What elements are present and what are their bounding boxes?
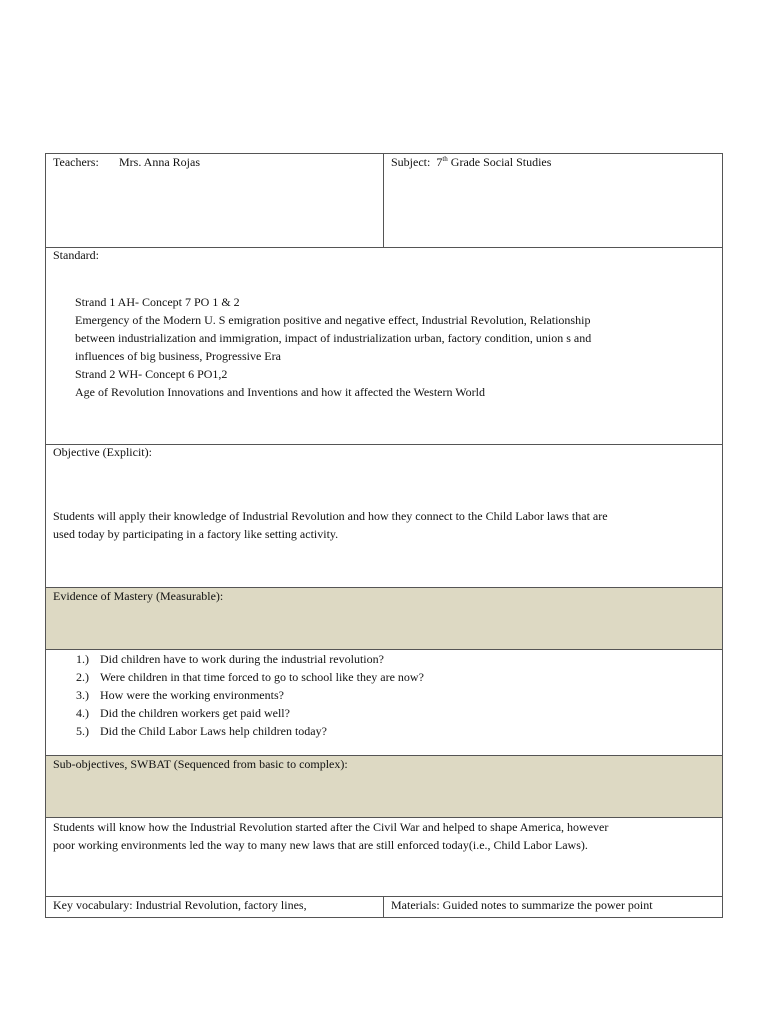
list-item-text: Did children have to work during the industrial revolution? — [100, 652, 384, 666]
standard-line: influences of big business, Progressive Era — [75, 349, 281, 363]
standard-line: Strand 1 AH- Concept 7 PO 1 & 2 — [75, 295, 240, 309]
list-item-number: 1.) — [76, 652, 89, 666]
standard-line: Age of Revolution Innovations and Inventions and how it affected the Western World — [75, 385, 485, 399]
objective-line: used today by participating in a factory like setting activity. — [53, 527, 339, 541]
teachers-value: Mrs. Anna Rojas — [119, 155, 200, 169]
materials-cell — [383, 896, 723, 918]
subobjectives-text-cell — [45, 817, 723, 897]
objective-line: Students will apply their knowledge of Industrial Revolution and how they connect to the Child Labor laws that are — [53, 509, 608, 523]
objective-label: Objective (Explicit): — [53, 445, 152, 459]
list-item — [76, 650, 424, 668]
vocab-cell — [45, 896, 384, 918]
standard-text — [75, 293, 591, 401]
list-item-text: Were children in that time forced to go to school like they are now? — [100, 670, 424, 684]
subject-line — [391, 155, 551, 170]
objective-text — [53, 507, 608, 543]
subobjectives-line: Students will know how the Industrial Revolution started after the Civil War and helped to shape America, however — [53, 820, 609, 834]
subject-cell — [383, 153, 723, 248]
list-item — [76, 668, 424, 686]
evidence-list — [76, 650, 424, 740]
teachers-label: Teachers: — [53, 155, 99, 169]
list-item — [76, 722, 424, 740]
subject-grade-suffix: th — [442, 155, 448, 163]
evidence-header-cell — [45, 587, 723, 650]
evidence-list-cell — [45, 649, 723, 756]
standard-line: between industrialization and immigration, impact of industrialization urban, factory condition, union s and — [75, 331, 592, 345]
list-item-text: How were the working environments? — [100, 688, 284, 702]
subobjectives-line: poor working environments led the way to many new laws that are still enforced today(i.e., Child Labor Laws). — [53, 838, 588, 852]
objective-cell — [45, 444, 723, 588]
list-item-number: 5.) — [76, 724, 89, 738]
standard-cell — [45, 247, 723, 445]
subject-label: Subject: — [391, 155, 431, 169]
subject-grade: 7 — [436, 155, 443, 169]
vocab-text: Key vocabulary: Industrial Revolution, factory lines, — [53, 898, 307, 912]
standard-label: Standard: — [53, 248, 99, 262]
list-item — [76, 686, 424, 704]
standard-line: Emergency of the Modern U. S emigration positive and negative effect, Industrial Revolution, Relationship — [75, 313, 591, 327]
subobjectives-label: Sub-objectives, SWBAT (Sequenced from basic to complex): — [53, 757, 348, 771]
materials-text: Materials: Guided notes to summarize the power point — [391, 898, 653, 912]
standard-line: Strand 2 WH- Concept 6 PO1,2 — [75, 367, 228, 381]
evidence-label: Evidence of Mastery (Measurable): — [53, 589, 224, 603]
list-item — [76, 704, 424, 722]
subobjectives-header-cell — [45, 755, 723, 818]
subobjectives-text — [53, 818, 608, 854]
subject-value: Grade Social Studies — [450, 155, 552, 169]
list-item-number: 3.) — [76, 688, 89, 702]
teachers-cell — [45, 153, 384, 248]
list-item-number: 4.) — [76, 706, 89, 720]
list-item-text: Did the children workers get paid well? — [100, 706, 290, 720]
list-item-text: Did the Child Labor Laws help children today? — [100, 724, 327, 738]
list-item-number: 2.) — [76, 670, 89, 684]
